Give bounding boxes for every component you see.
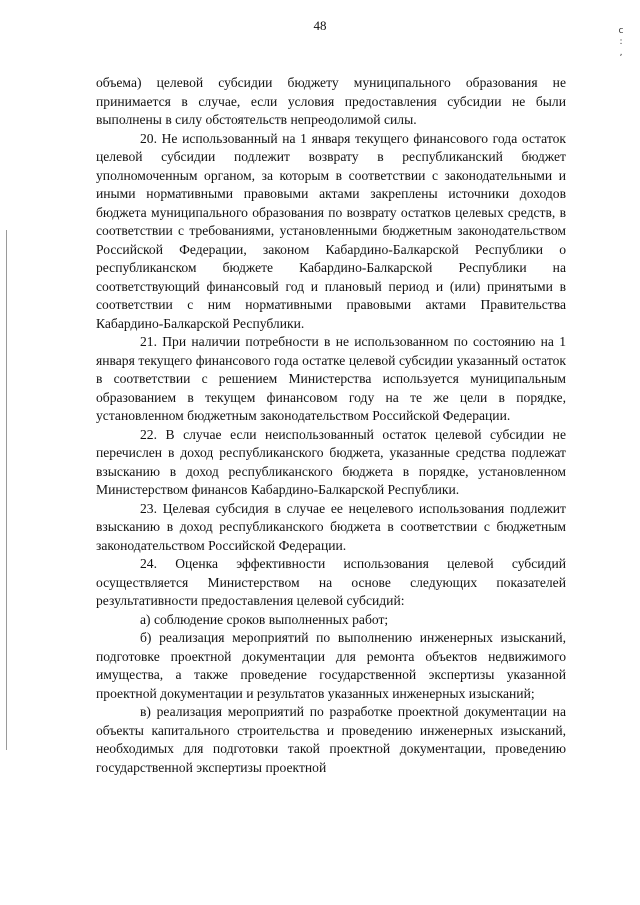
list-item-v: в) реализация мероприятий по разработке проектной документации на объекты капитального строительства и проведению инженерных изысканий, необходимых для подготовки такой проектной документации, проведению государственной экспертизы проектной — [96, 704, 566, 775]
page-number: 48 — [313, 18, 327, 33]
paragraph-continuation: объема) целевой субсидии бюджету муниципального образования не принимается в случае, если условия предоставления субсидии не были выполнены в силу обстоятельств непреодолимой силы. — [96, 75, 566, 127]
list-item-b: б) реализация мероприятий по выполнению инженерных изысканий, подготовке проектной документации для ремонта объектов недвижимого имущества, а также проведение государственной экспертизы указанной проектной документации и результатов указанных инженерных изысканий; — [96, 630, 566, 701]
paragraph-24: 24. Оценка эффективности использования целевой субсидий осуществляется Министерством на основе следующих показателей результативности предоставления целевой субсидий: — [96, 556, 566, 608]
list-item-a: а) соблюдение сроков выполненных работ; — [140, 611, 389, 627]
paragraph-23: 23. Целевая субсидия в случае ее нецелевого использования подлежит взысканию в доход республиканского бюджета в соответствии с бюджетным законодательством Российской Федерации. — [96, 500, 566, 553]
paragraph-21: 21. При наличии потребности в не использованном по состоянию на 1 января текущего финансового года остатке целевой субсидии указанный остаток в соответствии с решением Министерства используется муниципальным образованием в текущем финансовом году на те же цели в порядке, установленном бюджетным законодательством Российской Федерации. — [96, 334, 566, 423]
paragraph-22: 22. В случае если неиспользованный остаток целевой субсидии не перечислен в доход республиканского бюджета, указанные средства подлежат взысканию в доход республиканского бюджета в порядке, установленном Министерством финансов Кабардино-Балкарской Республики. — [96, 426, 566, 497]
right-edge-mark: с : , — [618, 26, 624, 58]
paragraph-20: 20. Не использованный на 1 января текущего финансового года остаток целевой субсидии подлежит возврату в республиканский бюджет уполномоченным органом, за которым в соответствии с законодательными и иными нормативными правовыми актами закреплены источники доходов бюджета муниципального образования по возврату остатков целевых средств, в соответствии с требованиями, установленными бюджетным законодательством Российской Федерации, законом Кабардино-Балкарской Республики о республиканском бюджете Кабардино-Балкарской Республики на соответствующий финансовый год и плановый период и (или) принятыми в соответствии с ним нормативными правовыми актами Правительства Кабардино-Балкарской Республики. — [96, 130, 566, 331]
left-margin-rule — [6, 230, 7, 750]
document-body — [96, 74, 566, 777]
